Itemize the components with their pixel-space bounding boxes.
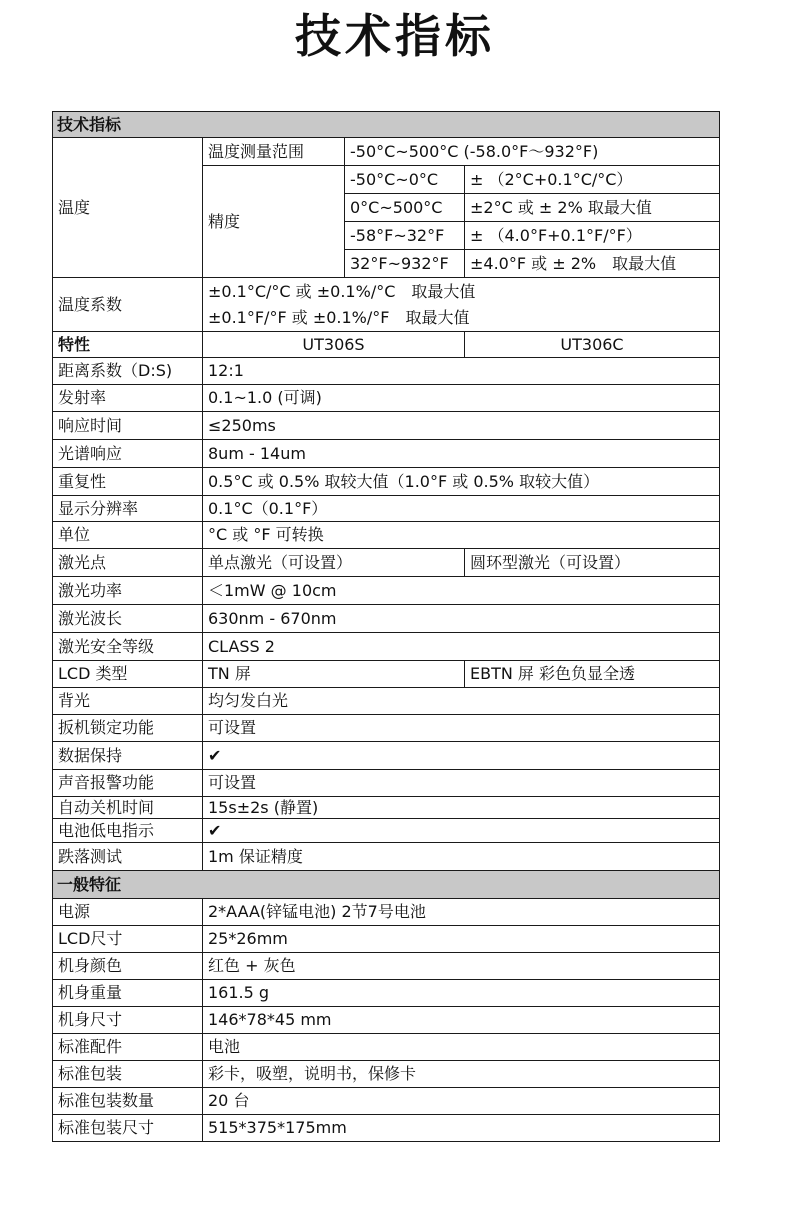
spec-table (52, 111, 720, 1142)
section-header: 一般特征 (53, 871, 720, 899)
row-label: 声音报警功能 (53, 770, 203, 797)
temp-coeff-line: ±0.1°C/°C 或 ±0.1%/°C 取最大值 (208, 281, 476, 301)
row-value: 1m 保证精度 (203, 843, 720, 871)
table-row (53, 953, 720, 980)
accuracy-range: 0°C~500°C (345, 194, 465, 222)
table-row (53, 926, 720, 953)
temp-coeff-line: ±0.1°F/°F 或 ±0.1%/°F 取最大值 (208, 307, 470, 327)
accuracy-range: -58°F~32°F (345, 222, 465, 250)
model-name: UT306C (465, 332, 720, 358)
row-value: 电池 (203, 1034, 720, 1061)
row-label: 数据保持 (53, 742, 203, 770)
row-label: 扳机锁定功能 (53, 715, 203, 742)
accuracy-value: ±2°C 或 ± 2% 取最大值 (465, 194, 720, 222)
row-value: 0.1~1.0 (可调) (203, 385, 720, 412)
row-value: 161.5 g (203, 980, 720, 1007)
row-value: CLASS 2 (203, 633, 720, 661)
table-row (53, 577, 720, 605)
row-value: 彩卡，吸塑，说明书，保修卡 (203, 1061, 720, 1088)
accuracy-value: ± （2°C+0.1°C/°C） (465, 166, 720, 194)
table-row (53, 742, 720, 770)
row-value: 2*AAA(锌锰电池) 2节7号电池 (203, 899, 720, 926)
row-value: 12:1 (203, 358, 720, 385)
row-value: 8um - 14um (203, 440, 720, 468)
table-row (53, 1061, 720, 1088)
table-row (53, 496, 720, 522)
section-header: 技术指标 (53, 112, 720, 138)
row-label: 电源 (53, 899, 203, 926)
row-value: ≤250ms (203, 412, 720, 440)
row-label: 响应时间 (53, 412, 203, 440)
row-label: 标准包装尺寸 (53, 1115, 203, 1142)
row-label: 机身颜色 (53, 953, 203, 980)
table-row (53, 385, 720, 412)
row-value: ＜1mW @ 10cm (203, 577, 720, 605)
table-row (53, 633, 720, 661)
row-value: -50°C~500°C (-58.0°F～932°F) (345, 138, 720, 166)
row-value: 红色 + 灰色 (203, 953, 720, 980)
table-row (53, 980, 720, 1007)
row-value: 可设置 (203, 770, 720, 797)
row-value: 可设置 (203, 715, 720, 742)
features-header-row (53, 332, 720, 358)
row-value-alt: EBTN 屏 彩色负显全透 (465, 661, 720, 688)
table-row (53, 661, 720, 688)
table-row (53, 549, 720, 577)
row-label: 标准包装 (53, 1061, 203, 1088)
row-value: 20 台 (203, 1088, 720, 1115)
table-row (53, 440, 720, 468)
row-label: 自动关机时间 (53, 797, 203, 819)
row-label: 激光安全等级 (53, 633, 203, 661)
row-value: 0.5°C 或 0.5% 取较大值（1.0°F 或 0.5% 取较大值） (203, 468, 720, 496)
row-label: 标准配件 (53, 1034, 203, 1061)
table-row (53, 715, 720, 742)
row-value: 630nm - 670nm (203, 605, 720, 633)
row-label: 机身重量 (53, 980, 203, 1007)
table-row (53, 1034, 720, 1061)
row-sublabel: 温度测量范围 (203, 138, 345, 166)
table-row (53, 819, 720, 843)
row-sublabel: 精度 (203, 166, 345, 278)
row-label: 显示分辨率 (53, 496, 203, 522)
table-row (53, 278, 720, 332)
row-label: 激光功率 (53, 577, 203, 605)
accuracy-value: ±4.0°F 或 ± 2% 取最大值 (465, 250, 720, 278)
row-label: 单位 (53, 522, 203, 549)
row-label: LCD 类型 (53, 661, 203, 688)
row-label: 发射率 (53, 385, 203, 412)
table-row (53, 468, 720, 496)
row-label: 标准包装数量 (53, 1088, 203, 1115)
table-row (53, 138, 720, 166)
row-label: 光谱响应 (53, 440, 203, 468)
row-label: 跌落测试 (53, 843, 203, 871)
row-label: 激光点 (53, 549, 203, 577)
table-row (53, 1007, 720, 1034)
section-header-row (53, 871, 720, 899)
row-label: 机身尺寸 (53, 1007, 203, 1034)
table-row (53, 522, 720, 549)
table-row (53, 770, 720, 797)
table-row (53, 1088, 720, 1115)
row-value: 均匀发白光 (203, 688, 720, 715)
table-row (53, 1115, 720, 1142)
row-value: 单点激光（可设置） (203, 549, 465, 577)
page-title: 技术指标 (295, 9, 495, 63)
accuracy-range: -50°C~0°C (345, 166, 465, 194)
row-value: 15s±2s (静置) (203, 797, 720, 819)
row-value: TN 屏 (203, 661, 465, 688)
accuracy-range: 32°F~932°F (345, 250, 465, 278)
model-name: UT306S (203, 332, 465, 358)
row-label: LCD尺寸 (53, 926, 203, 953)
row-value: 0.1°C（0.1°F） (203, 496, 720, 522)
accuracy-value: ± （4.0°F+0.1°F/°F） (465, 222, 720, 250)
section-header-row (53, 112, 720, 138)
row-label: 电池低电指示 (53, 819, 203, 843)
row-value (203, 278, 720, 332)
row-value: 25*26mm (203, 926, 720, 953)
row-value: ✔ (203, 819, 720, 843)
row-label: 距离系数（D:S) (53, 358, 203, 385)
row-value: ✔ (203, 742, 720, 770)
row-label: 激光波长 (53, 605, 203, 633)
row-value: 146*78*45 mm (203, 1007, 720, 1034)
row-value: °C 或 °F 可转换 (203, 522, 720, 549)
table-row (53, 358, 720, 385)
table-row (53, 688, 720, 715)
table-row (53, 797, 720, 819)
row-label: 重复性 (53, 468, 203, 496)
row-value-alt: 圆环型激光（可设置） (465, 549, 720, 577)
table-row (53, 899, 720, 926)
table-row (53, 412, 720, 440)
row-label: 温度 (53, 138, 203, 278)
table-row (53, 605, 720, 633)
row-label: 背光 (53, 688, 203, 715)
table-row (53, 843, 720, 871)
row-label: 温度系数 (53, 278, 203, 332)
section-header: 特性 (53, 332, 203, 358)
row-value: 515*375*175mm (203, 1115, 720, 1142)
